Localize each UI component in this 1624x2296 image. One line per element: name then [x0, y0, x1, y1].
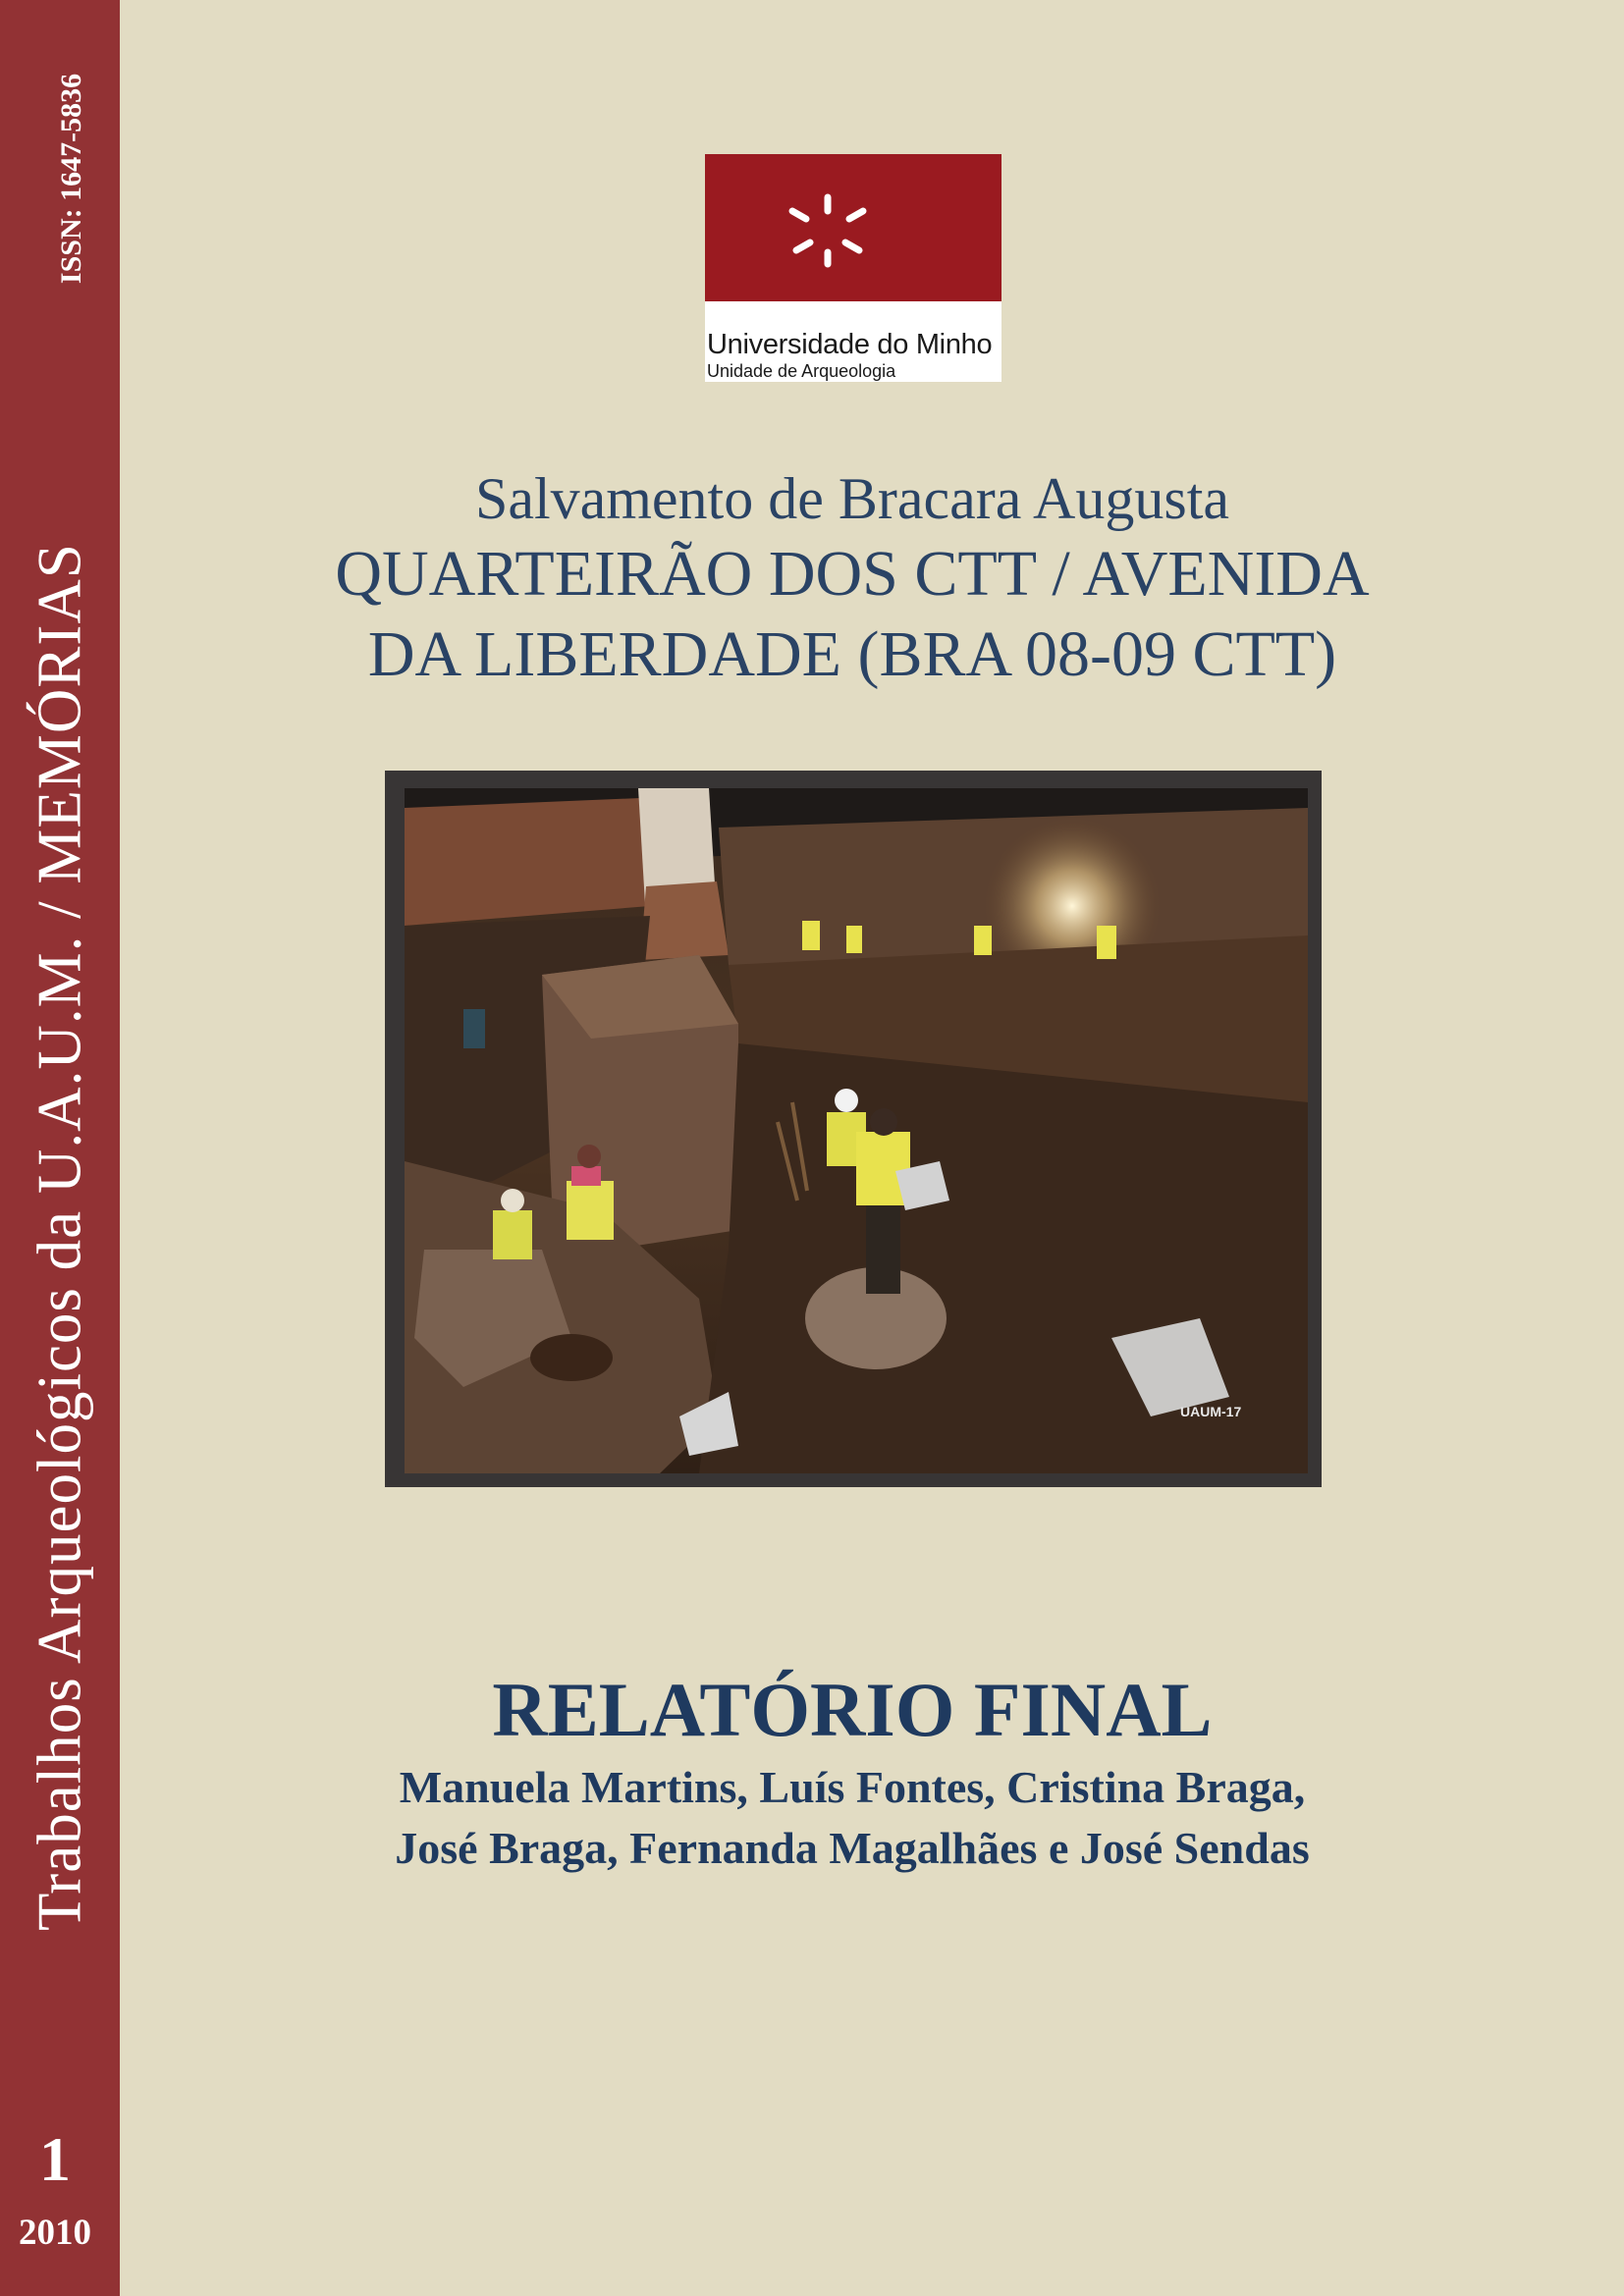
- series-title: Trabalhos Arqueológicos da U.A.U.M. / MEMÓRIAS: [25, 543, 94, 1931]
- authors-line-1: Manuela Martins, Luís Fontes, Cristina Braga,: [399, 1762, 1306, 1812]
- logo-red-block: [705, 154, 1001, 301]
- photo-watermark: UAUM-17: [1180, 1404, 1242, 1419]
- spine-band: [0, 0, 120, 2296]
- logo-institution-name: Universidade do Minho: [707, 329, 993, 360]
- report-title: RELATÓRIO FINAL: [492, 1667, 1213, 1752]
- title-line-1: QUARTEIRÃO DOS CTT / AVENIDA: [335, 538, 1370, 610]
- authors-line-2: José Braga, Fernanda Magalhães e José Sendas: [395, 1823, 1310, 1873]
- university-logo: [705, 154, 1001, 382]
- title-block: [120, 463, 1585, 695]
- volume-number: 1: [39, 2124, 71, 2194]
- excavation-photo: [405, 788, 1308, 1473]
- issn-label: ISSN: 1647-5836: [55, 73, 87, 285]
- publication-year: 2010: [19, 2213, 91, 2253]
- title-line-2: DA LIBERDADE (BRA 08-09 CTT): [367, 618, 1337, 690]
- report-block: [120, 1666, 1585, 1876]
- subtitle: Salvamento de Bracara Augusta: [474, 466, 1230, 531]
- university-emblem-icon: [779, 191, 877, 270]
- excavation-photo-frame: [385, 771, 1322, 1487]
- logo-unit-name: Unidade de Arqueologia: [707, 361, 896, 381]
